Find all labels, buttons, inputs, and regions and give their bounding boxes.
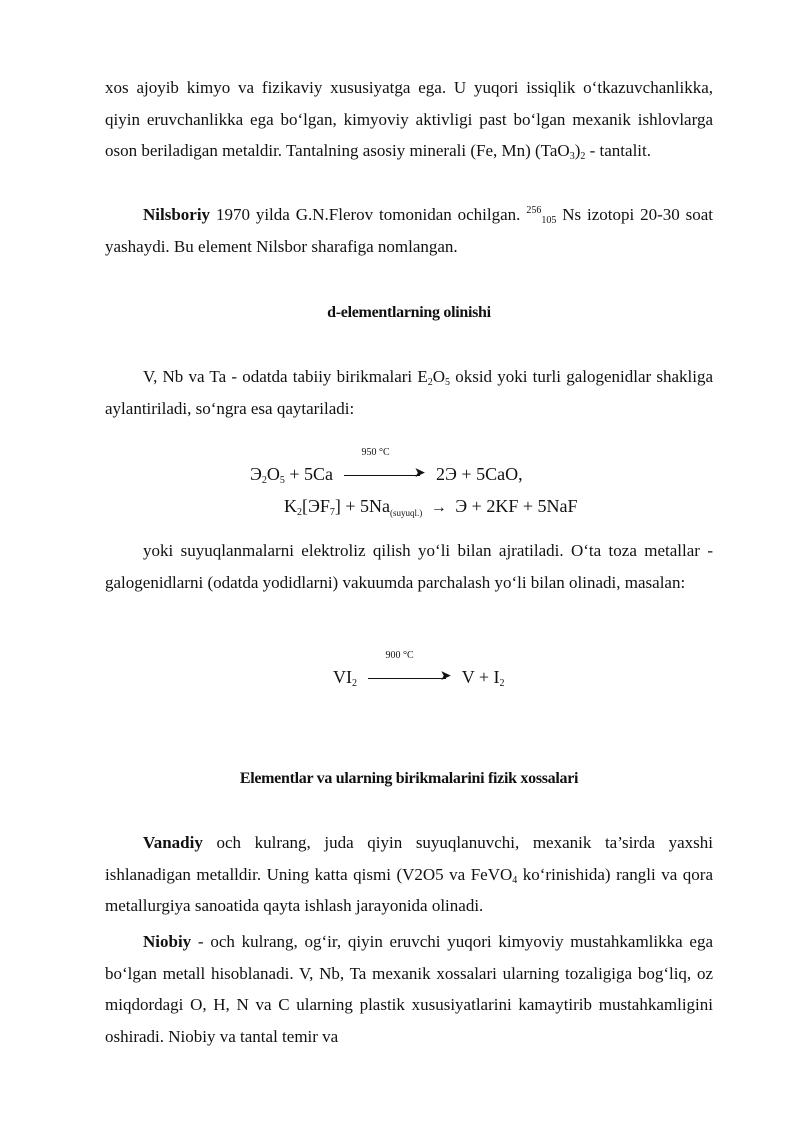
- subscript: 105: [541, 215, 557, 226]
- subscript: (suyuql.): [390, 508, 423, 518]
- eq-text: K: [284, 496, 297, 516]
- paragraph-text: och kulrang, juda qiyin suyuqlanuvchi, mexanik ta’sirda yaxshi ishlanadigan metalldir. Uning katta qismi (V2O5 va FeVO: [105, 833, 713, 884]
- paragraph-niobiy: [105, 926, 713, 1052]
- paragraph-tantalum: [105, 72, 713, 167]
- paragraph-text: ko‘rinishida) rangli va qora metallurgiya sanoatida qayta ishlash jarayonida olinadi.: [105, 864, 713, 915]
- subscript: 7: [329, 507, 335, 518]
- equation-oxide-reduction: [250, 446, 523, 486]
- subscript: 4: [512, 874, 518, 886]
- paragraph-text: ): [574, 141, 581, 160]
- paragraph-nilsboriy: [105, 199, 713, 262]
- paragraph-text: 1970 yilda G.N.Flerov tomonidan ochilgan.: [210, 205, 527, 224]
- reaction-arrow: 900 °C ➤: [368, 674, 452, 684]
- eq-text: Э: [250, 464, 262, 484]
- subscript: 3: [569, 151, 575, 162]
- term-niobiy: Niobiy: [143, 932, 192, 951]
- equation-iodide-decomposition: [333, 649, 505, 689]
- eq-text: ] + 5Na: [334, 496, 391, 516]
- paragraph-text: V, Nb va Ta - odatda tabiiy birikmalari E: [143, 367, 428, 386]
- paragraph-text: Ns izotopi 20-30 soat yashaydi. Bu element Nilsbor sharafiga nomlangan.: [105, 205, 714, 256]
- paragraph-text: - och kulrang, og‘ir, qiyin eruvchi yuqori kimyoviy mustahkamlikka ega bo‘lgan metall hisoblanadi. V, Nb, Ta mexanik xossalari ularning tozaligiga bog‘liq, oz miqdordagi O, H, N va C ularning plastik xususiyatlarini kamaytirib mustahkamligini oshiradi. Niobiy va tantal temir va: [105, 932, 713, 1046]
- superscript: 256: [526, 205, 542, 216]
- eq-text: V + I: [461, 667, 500, 687]
- eq-text: VI: [333, 667, 352, 687]
- term-nilsboriy: Nilsboriy: [143, 205, 211, 224]
- eq-text: 2Э + 5CaO,: [436, 464, 523, 484]
- section-heading-olinishi: d-elementlarning olinishi: [327, 304, 491, 321]
- paragraph-vanadiy: [105, 827, 713, 922]
- paragraph-production: [105, 361, 713, 424]
- paragraph-text: - tantalit.: [585, 141, 651, 160]
- eq-text: Э + 2KF + 5NaF: [455, 496, 578, 516]
- eq-text: O: [266, 464, 280, 484]
- reaction-condition: 900 °C: [385, 649, 414, 661]
- paragraph-electrolysis: yoki suyuqlanmalarni elektroliz qilish yo‘li bilan ajratiladi. O‘ta toza metallar -galogenidlarni (odatda yodidlarni) vakuumda parchalash yo‘li bilan olinadi, masalan:: [105, 541, 713, 592]
- subscript: 5: [279, 475, 285, 486]
- paragraph-text: xos ajoyib kimyo va fizikaviy xususiyatga ega. U yuqori issiqlik o‘tkazuvchanlikka, qiyin eruvchanlikka ega bo‘lgan, kimyoviy aktivligi past bo‘lgan mexanik ishlovlarga oson beriladigan metaldir. Tantalning asosiy minerali (Fe, Mn) (TaO: [105, 78, 713, 160]
- term-vanadiy: Vanadiy: [143, 833, 203, 852]
- paragraph-text: oksid yoki turli galogenidlar shakliga aylantiriladi, so‘ngra esa qaytariladi:: [105, 367, 714, 418]
- eq-text: [ЭF: [302, 496, 330, 516]
- reaction-arrow: →: [430, 499, 447, 516]
- subscript: 2: [261, 475, 267, 486]
- reaction-condition: 950 °C: [361, 446, 390, 458]
- eq-text: + 5Ca: [284, 464, 334, 484]
- subscript: 2: [499, 678, 505, 689]
- subscript: 2: [352, 678, 357, 689]
- reaction-arrow: 950 °C ➤: [344, 471, 426, 481]
- subscript: 2: [297, 507, 302, 518]
- paragraph-text: O: [432, 367, 446, 386]
- section-heading-physical-properties: Elementlar va ularning birikmalarini fizik xossalari: [239, 770, 579, 787]
- subscript: 2: [580, 151, 586, 162]
- equation-fluoride-reduction: [284, 496, 577, 518]
- subscript: 2: [427, 377, 433, 388]
- subscript: 5: [445, 377, 451, 388]
